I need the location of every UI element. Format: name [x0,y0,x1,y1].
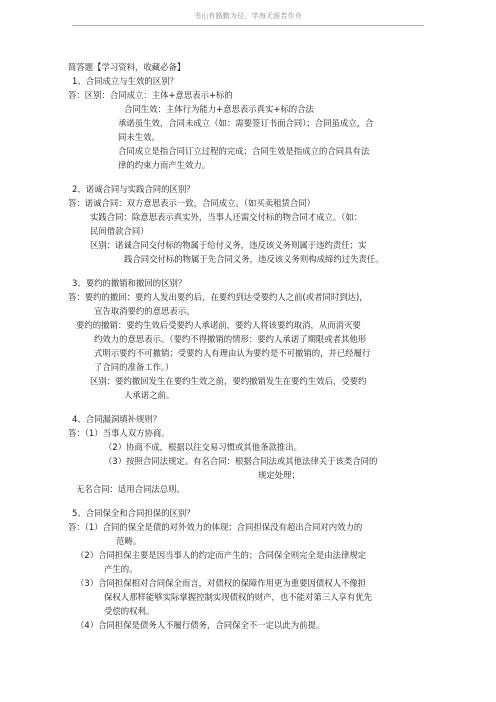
answer-5-line-7: 受偿的权利。 [104,606,155,616]
answer-3-line-5: 式明示要约不可撤销；受要约人有理由认为要约是不可撤销的，并已经履行 [94,348,371,358]
answer-3-line-6: 了合同的准备工作。） [94,362,174,372]
answer-1-line-1: 答：区别：合同成立：主体+意思表示+标的 [68,90,233,100]
answer-2-line-5: 践合同交付标的物属于先合同义务，违反该义务则构成缔约过失责任。 [124,254,384,264]
answer-2-line-1: 答：诺诚合同：双方意思表示一致，合同成立。（如买卖租赁合同） [68,198,316,208]
doc-title: 简答题【学习资料，收藏必备】 [68,62,186,72]
answer-5-line-2: 范畴。 [116,536,142,546]
page-header [78,0,418,26]
answer-5-line-8: （4）合同担保是债务人不履行债务，合同保全不一定以此为前提。 [76,620,325,630]
answer-3-line-2: 宣告取消要约的意思表示。 [94,306,195,316]
answer-5-line-6: 保权人那样能够实际掌握控制实现债权的财产，也不能对第三人享有优先 [104,592,372,602]
header-rule [72,25,424,26]
question-5: 5、合同保全和合同担保的区别？ [72,508,195,518]
answer-1-line-5: 合同成立是指合同订立过程的完成；合同生效是指成立的合同具有法 [118,146,370,156]
question-2: 2、诺诚合同与实践合同的区别？ [72,184,195,194]
answer-2-line-4: 区别：诺诚合同交付标的物属于给付义务，违反该义务则属于违约责任；实 [90,240,367,250]
answer-3-line-3: 要约的撤销：要约生效后受要约人承诺前，要约人将该要约取消，从而消灭要 [76,320,361,330]
answer-4-line-3: （3）按照合同法规定。有名合同：根据合同法或其他法律关于该类合同的 [104,456,378,466]
question-1: 1、合同成立与生效的区别？ [72,76,178,86]
answer-4-line-5: 无名合同：适用合同法总则。 [76,484,185,494]
answer-4-line-2: （2）协商不成，根据以往交易习惯或其他条款推出。 [104,442,302,452]
answer-5-line-5: （3）合同担保相对合同保全而言，对债权的保障作用更为重要因债权人不像担 [76,578,367,588]
answer-3-line-1: 答：要约的撤回：要约人发出要约后，在要约到达受要约人之前(或者同时到达)， [68,292,368,302]
answer-4-line-1: 答：（1）当事人双方协商。 [68,428,170,438]
answer-3-line-4: 约效力的意思表示。（要约不得撤销的情形：要约人承诺了期限或者其他形 [94,334,367,344]
answer-2-line-3: 民间借款合同） [90,226,149,236]
answer-1-line-6: 律的约束力而产生效力。 [118,160,211,170]
question-4: 4、合同漏洞填补规则？ [72,414,162,424]
answer-4-line-4: 规定处理； [258,470,300,480]
question-3: 3、要约的撤销和撤回的区别？ [72,278,187,288]
answer-5-line-1: 答：（1）合同的保全是债的对外效力的体现；合同担保没有超出合同对内效力的 [68,522,363,532]
header-motto: 书山有路勤为径，学海无涯苦作舟 [194,12,302,20]
answer-3-line-8: 人承诺之前。 [124,390,175,400]
answer-2-line-2: 实践合同：除意思表示真实外，当事人还需交付标的物合同才成立。（如： [90,212,363,222]
answer-5-line-3: （2）合同担保主要是因当事人的约定而产生的；合同保全则完全是由法律规定 [76,550,367,560]
answer-1-line-2: 合同生效：主体行为能力+意思表示真实+标的合法 [124,104,314,114]
answer-1-line-4: 同未生效。 [118,132,160,142]
answer-3-line-7: 区别：要约撤回发生在要约生效之前，要约撤销发生在要约生效后，受要约 [90,376,367,386]
answer-1-line-3: 承诺虽生效，合同未成立（如：需要签订书面合同）；合同虽成立，合 [118,118,374,128]
answer-5-line-4: 产生的。 [104,564,138,574]
